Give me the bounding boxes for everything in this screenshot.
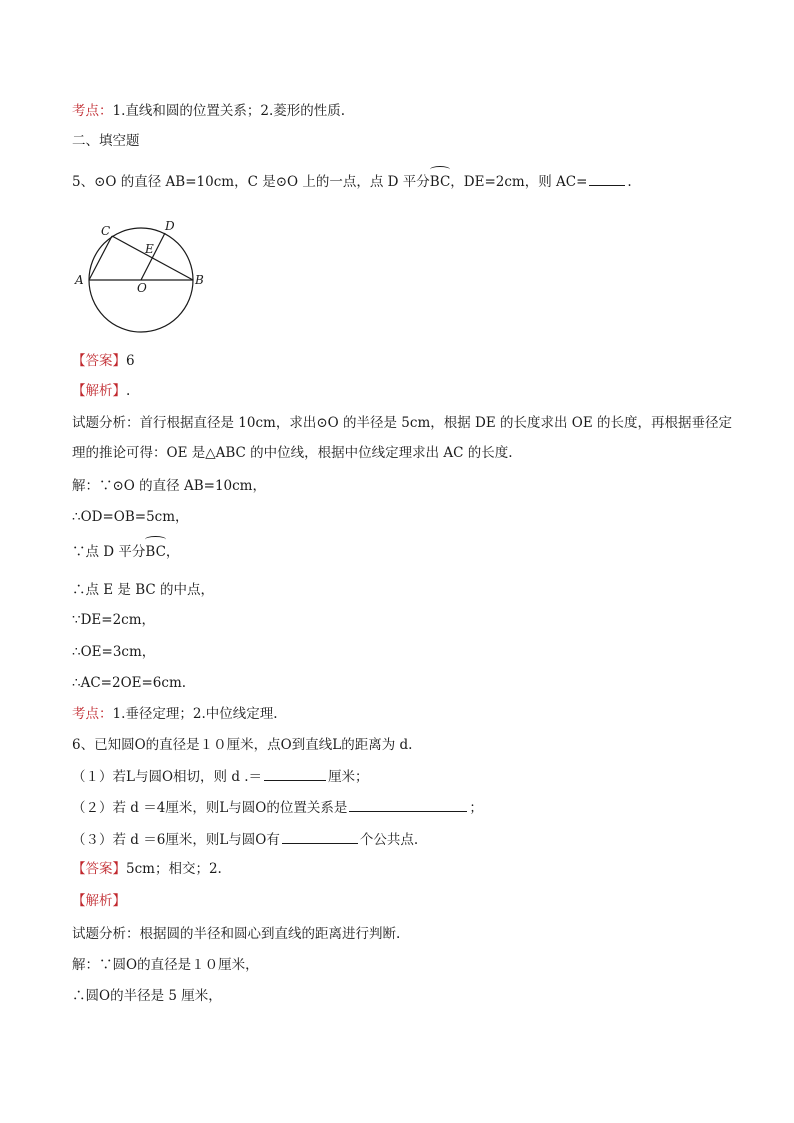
- solution-5-line-4: ∴点 E 是 BC 的中点，: [72, 582, 215, 598]
- label-b: B: [195, 273, 204, 287]
- answer-blank: [589, 171, 625, 186]
- kaodian-text: 1.垂径定理；2.中位线定理.: [112, 706, 278, 722]
- analysis-5-text-2: 理的推论可得：OE 是△ABC 的中位线，根据中位线定理求出 AC 的长度.: [72, 445, 513, 461]
- analysis-5-text-1: 试题分析：首行根据直径是 10cm，求出⊙O 的半径是 5cm，根据 DE 的长度求出 OE 的长度，再根据垂径定: [72, 415, 733, 431]
- answer-label: 【答案】: [72, 353, 126, 369]
- kaodian-text: 1.直线和圆的位置关系；2.菱形的性质.: [112, 103, 346, 119]
- section-title: 二、填空题: [72, 133, 140, 149]
- q6-p3-prefix: （３）若 d ＝6厘米，则L与圆O有: [72, 832, 280, 848]
- answer-5: [72, 351, 135, 371]
- solution-5-line-6: ∴OE=3cm，: [72, 644, 156, 660]
- label-e: E: [145, 242, 154, 256]
- solution-5-line-2: ∴OD=OB=5cm，: [72, 509, 189, 525]
- answer-blank: [282, 829, 358, 844]
- question-6-stem: 6、已知圆O的直径是１０厘米，点O到直线L的距离为 d.: [72, 737, 413, 753]
- arc-label-2: BC: [145, 544, 166, 560]
- arc-symbol-icon: [145, 536, 166, 543]
- question-6-part-2: [72, 797, 483, 818]
- analysis-suffix: .: [126, 383, 131, 399]
- arc-bc: [430, 172, 451, 192]
- analysis-label: 【解析】: [72, 383, 126, 399]
- radius-od: [141, 233, 165, 280]
- question-6-part-3: [72, 829, 418, 850]
- q6-p2-suffix: ；: [469, 800, 483, 816]
- analysis-label: 【解析】: [72, 893, 126, 909]
- circle-geometry-figure: [70, 214, 210, 334]
- answer-blank: [349, 797, 467, 812]
- q5-prefix: 5、⊙O 的直径 AB=10cm，C 是⊙O 上的一点，点 D 平分: [72, 174, 430, 190]
- label-a: A: [75, 273, 84, 287]
- q5-suffix: ，DE=2cm，则 AC=: [450, 174, 588, 190]
- chord-ac: [89, 236, 112, 280]
- arc-symbol-icon: [430, 166, 451, 173]
- label-c: C: [101, 224, 111, 238]
- solution-5-line-7: ∴AC=2OE=6cm.: [72, 675, 187, 691]
- solution-6-line-1: 解：∵圆O的直径是１０厘米，: [72, 957, 259, 973]
- answer-value: 6: [126, 353, 135, 369]
- q6-p3-suffix: 个公共点.: [359, 832, 419, 848]
- kaodian-label: 考点：: [72, 103, 113, 119]
- answer-6: [72, 859, 222, 879]
- solution-5-line-5: ∵DE=2cm，: [72, 612, 156, 628]
- arc-bc-2: [145, 542, 166, 562]
- label-d: D: [165, 219, 175, 233]
- solution-5-line-3: [72, 542, 179, 562]
- q5-end: .: [627, 174, 632, 190]
- solution-5-line-1: 解：∵⊙O 的直径 AB=10cm，: [72, 478, 266, 494]
- sol3-suffix: ，: [165, 544, 180, 560]
- q6-p1-suffix: 厘米；: [328, 769, 369, 785]
- question-5: [72, 171, 632, 192]
- answer-value: 5cm；相交；2.: [126, 861, 222, 877]
- solution-6-line-2: ∴圆O的半径是 5 厘米，: [72, 988, 222, 1004]
- sol3-prefix: ∵点 D 平分: [72, 544, 146, 560]
- q6-p2-prefix: （２）若 d ＝4厘米，则L与圆O的位置关系是: [72, 800, 348, 816]
- analysis-5-heading: [72, 381, 130, 401]
- label-o: O: [137, 281, 147, 295]
- arc-label: BC: [429, 174, 451, 190]
- analysis-6-heading: [72, 891, 126, 911]
- answer-label: 【答案】: [72, 861, 126, 877]
- q6-p1-prefix: （１）若L与圆O相切，则 d .＝: [72, 769, 263, 785]
- kaodian-line-2: [72, 704, 278, 724]
- answer-blank: [264, 766, 326, 781]
- analysis-6-text: 试题分析：根据圆的半径和圆心到直线的距离进行判断.: [72, 926, 401, 942]
- kaodian-label: 考点：: [72, 706, 113, 722]
- question-6-part-1: [72, 766, 369, 787]
- kaodian-line-1: [72, 101, 345, 121]
